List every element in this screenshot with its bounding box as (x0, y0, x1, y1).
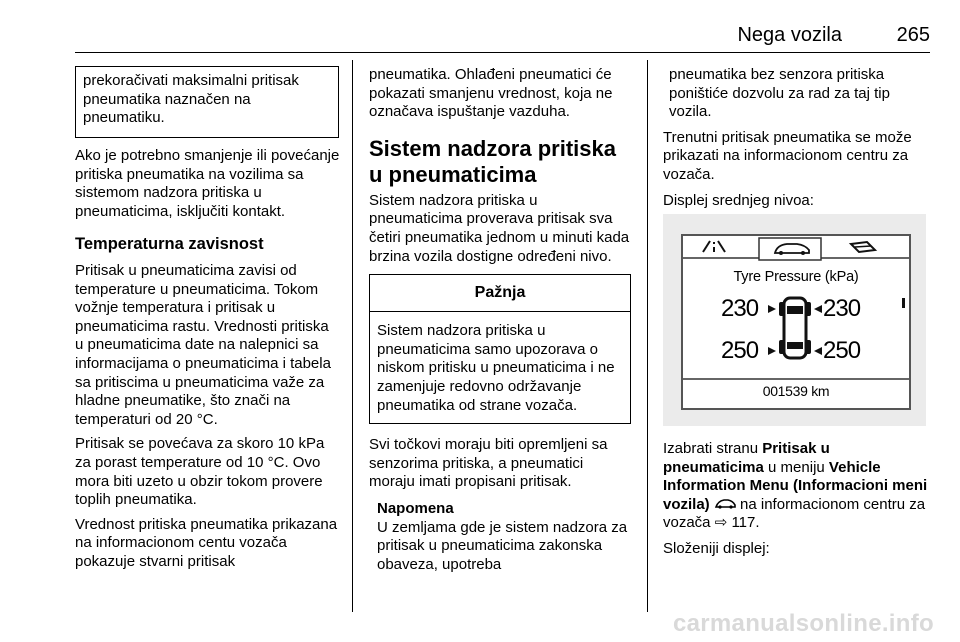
paragraph: Svi točkovi moraju biti opremljeni sa senzorima pritiska, a pneumatici moraju imati propisani pritisak. (369, 436, 608, 491)
pressure-rear-left: 250 (721, 337, 759, 364)
paragraph: pneumatika. Ohlađeni pneumatici će pokazati smanjenu vrednost, koja ne označava ispuštanje vazduha. (369, 66, 613, 121)
menu-page-name: Pritisak u pneumaticima (663, 440, 830, 476)
pressure-front-right: 230 (823, 295, 861, 322)
note (369, 500, 633, 574)
paragraph: Trenutni pritisak pneumatika se može prikazati na informacionom centru za vozača. (663, 128, 912, 183)
paragraph: Ako je potrebno smanjenje ili povećanje pritiska pneumatika na vozilima sa sistemom nadzora pritiska u pneumaticima, isključiti kontakt. (75, 147, 340, 220)
selected-tab (759, 238, 821, 260)
pressure-front-left: 230 (721, 295, 759, 322)
paragraph: Sistem nadzora pritiska u pneumaticima proverava pritisak sva četiri pneumatika jednom u minuti kada brzina vozila dostigne određeni nivo. (369, 191, 630, 265)
lcd-screen (681, 234, 911, 410)
column-3 (663, 66, 931, 210)
warning-title: Pažnja (370, 275, 630, 312)
caution-box-text: prekoračivati maksimalni pritisak pneumatika naznačen na pneumatiku. (83, 72, 299, 127)
display-title: Tyre Pressure (kPa) (733, 269, 859, 285)
warning-text: Sistem nadzora pritiska u pneumaticima samo upozorava o niskom pritisku u pneumaticima i ne zamenjuje redovno održavanje pneumatika od strane vozača. (377, 322, 615, 414)
section-heading: Sistem nadzora pritiska u pneumaticima (369, 135, 616, 187)
paragraph: Vrednost pritiska pneumatika prikazana na informacionom centu vozača pokazuje stvarni pritisak (75, 515, 338, 570)
vehicle-top-view (779, 298, 811, 358)
text-run: Izabrati stranu (663, 440, 763, 457)
page-reference[interactable]: 117 (731, 514, 756, 532)
paragraph: Složeniji displej: (663, 539, 770, 557)
section-heading: Temperaturna zavisnost (75, 235, 264, 254)
text-run: u meniju (763, 458, 829, 476)
column-divider-2 (647, 60, 648, 612)
paragraph: Displej srednjeg nivoa: (663, 191, 814, 209)
column-2 (369, 66, 633, 574)
paragraph: pneumatika bez senzora pritiska poništiće dozvolu za rad za taj tip vozila. (669, 66, 890, 121)
caution-box-continued (75, 66, 339, 138)
note-text: U zemljama gde je sistem nadzora za pritisak u pneumaticima zakonska obaveza, upotreba (377, 518, 628, 573)
text-run: . (755, 514, 760, 532)
warning-box (369, 274, 631, 424)
arrow-rear-right (814, 347, 822, 355)
page-header (0, 24, 930, 54)
car-icon (714, 498, 736, 510)
paragraph: Pritisak u pneumaticima zavisi od temperature u pneumaticima. Tokom vožnje temperatura i pritisak u pneumaticima rastu. Vrednosti pritiska u pneumaticima date na nalepnici sa informacijama o pneumaticima i tabela sa pritiscima u pneumaticima važe za hladne pneumatike, što znači na temperaturi od 20 °C. (75, 261, 331, 428)
road-icon (703, 241, 725, 252)
scroll-indicator (902, 298, 905, 308)
display-illustration (663, 214, 926, 426)
menu-name: Vehicle Information Menu (Informacioni meni vozila) (663, 458, 928, 513)
header-rule (75, 52, 930, 53)
paragraph: Pritisak se povećava za skoro 10 kPa za porast temperature od 10 °C. Ovo mora biti uzeto u obzir tokom provere toplih pneumatika. (75, 435, 325, 509)
text-run: na informacionom centru za vozača (663, 495, 926, 532)
paragraph-menu-instruction (663, 440, 931, 533)
column-divider-1 (352, 60, 353, 612)
arrow-front-right (814, 305, 822, 313)
tyre-icon (851, 242, 875, 252)
section-title: Nega vozila (737, 24, 842, 46)
pressure-rear-right: 250 (823, 337, 861, 364)
column-3-lower (663, 440, 931, 559)
column-1 (75, 147, 341, 571)
page-ref-arrow-icon: ⇨ (714, 514, 728, 532)
odometer: 001539 km (762, 383, 830, 399)
arrow-rear-left (768, 347, 776, 355)
note-title: Napomena (377, 499, 454, 517)
watermark: carmanualsonline.info (672, 610, 934, 637)
arrow-front-left (768, 305, 776, 313)
page-number: 265 (896, 24, 930, 46)
